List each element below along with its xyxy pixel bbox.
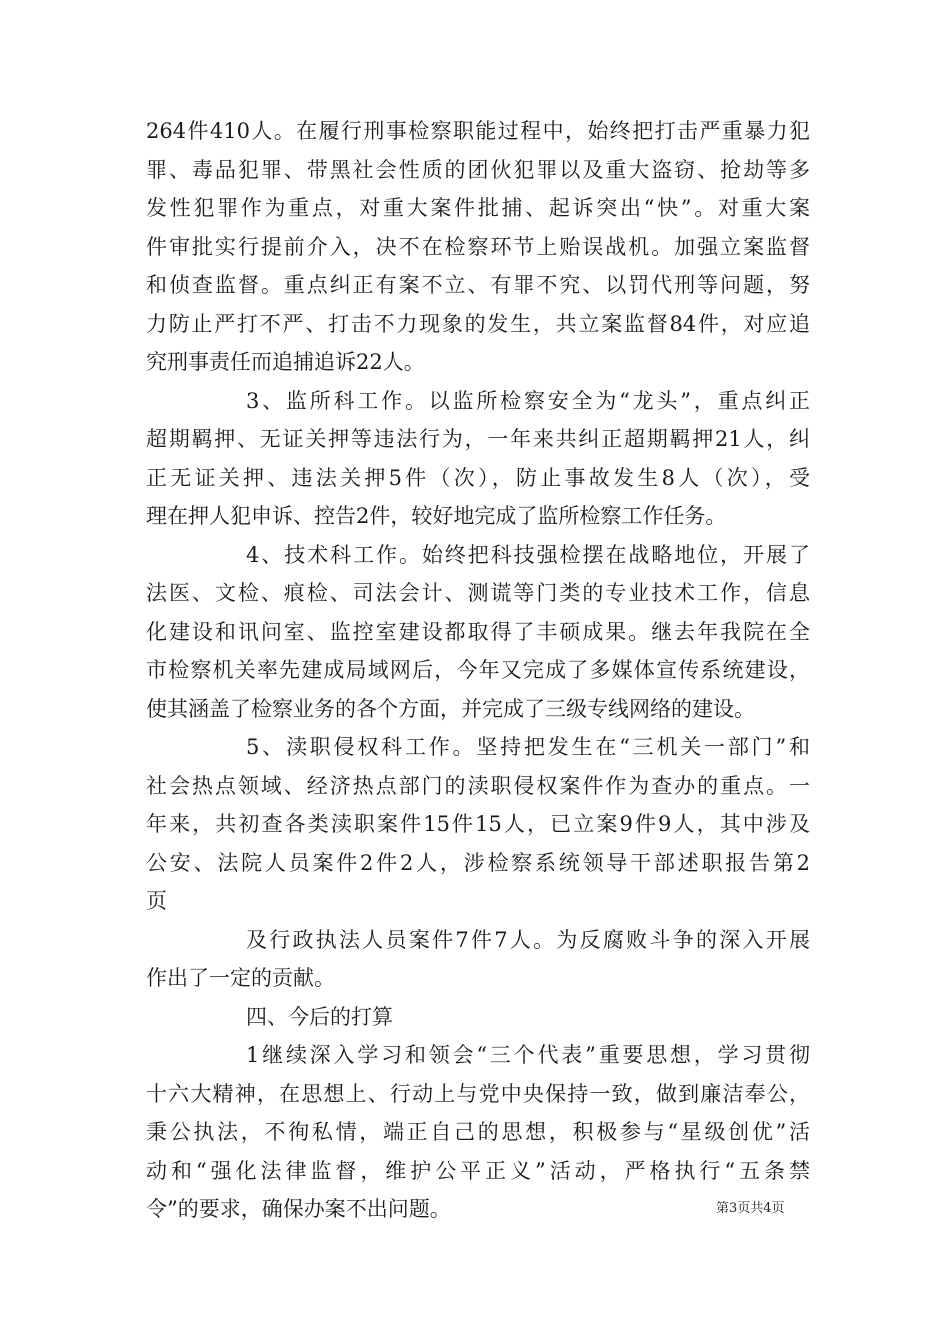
page-footer: 第3页共4页 (716, 1201, 785, 1216)
text-line: 四、今后的打算 (246, 1004, 393, 1029)
text-line: 超期羁押、无证关押等违法行为，一年来共纠正超期羁押21人，纠 (146, 427, 810, 451)
text-line: 罪、毒品犯罪、带黑社会性质的团伙犯罪以及重大盗窃、抢劫等多 (146, 157, 810, 182)
text-line: 令”的要求，确保办案不出问题。 (146, 1197, 451, 1221)
text-line: 4、技术科工作。始终把科技强检摆在战略地位，开展了 (246, 542, 810, 567)
text-line: 正无证关押、违法关押5件（次），防止事故发生8人（次），受 (146, 465, 810, 490)
text-line: 法医、文检、痕检、司法会计、测谎等门类的专业技术工作，信息 (146, 581, 810, 605)
text-line: 市检察机关率先建成局域网后，今年又完成了多媒体宣传系统建设， (146, 658, 810, 682)
text-line: 秉公执法，不徇私情，端正自己的思想，积极参与“星级创优”活 (146, 1120, 810, 1144)
text-line: 理在押人犯申诉、控告2件，较好地完成了监所检察工作任务。 (146, 504, 727, 528)
text-line: 及行政执法人员案件7件7人。为反腐败斗争的深入开展 (246, 927, 810, 952)
text-line: 264件410人。在履行刑事检察职能过程中，始终把打击严重暴力犯 (146, 119, 810, 143)
text-line: 社会热点领域、经济热点部门的渎职侵权案件作为查办的重点。一 (146, 773, 810, 798)
text-line: 发性犯罪作为重点，对重大案件批捕、起诉突出“快”。对重大案 (146, 196, 810, 220)
text-line: 5、渎职侵权科工作。坚持把发生在“三机关一部门”和 (246, 735, 810, 759)
text-line: 3、监所科工作。以监所检察安全为“龙头”，重点纠正 (246, 388, 810, 413)
document-body (146, 112, 810, 1229)
text-line: 作出了一定的贡献。 (146, 966, 335, 990)
text-line: 化建设和讯问室、监控室建设都取得了丰硕成果。继去年我院在全 (146, 619, 810, 644)
text-line: 十六大精神，在思想上、行动上与党中央保持一致，做到廉洁奉公， (146, 1081, 810, 1106)
text-line: 究刑事责任而追捕追诉22人。 (146, 350, 425, 374)
text-line: 1继续深入学习和领会“三个代表”重要思想，学习贯彻 (246, 1043, 810, 1067)
text-line: 件审批实行提前介入，决不在检察环节上贻误战机。加强立案监督 (146, 234, 810, 259)
text-line: 使其涵盖了检察业务的各个方面，并完成了三级专线网络的建设。 (146, 696, 755, 721)
text-line: 动和“强化法律监督，维护公平正义”活动，严格执行“五条禁 (146, 1158, 810, 1183)
text-line: 和侦查监督。重点纠正有案不立、有罪不究、以罚代刑等问题，努 (146, 273, 810, 297)
text-line: 年来，共初查各类渎职案件15件15人，已立案9件9人，其中涉及 (146, 812, 810, 836)
text-line: 力防止严打不严、打击不力现象的发生，共立案监督84件，对应追 (146, 311, 810, 336)
text-line: 公安、法院人员案件2件2人，涉检察系统领导干部述职报告第2 (146, 850, 810, 875)
text-line: 页 (146, 889, 167, 913)
